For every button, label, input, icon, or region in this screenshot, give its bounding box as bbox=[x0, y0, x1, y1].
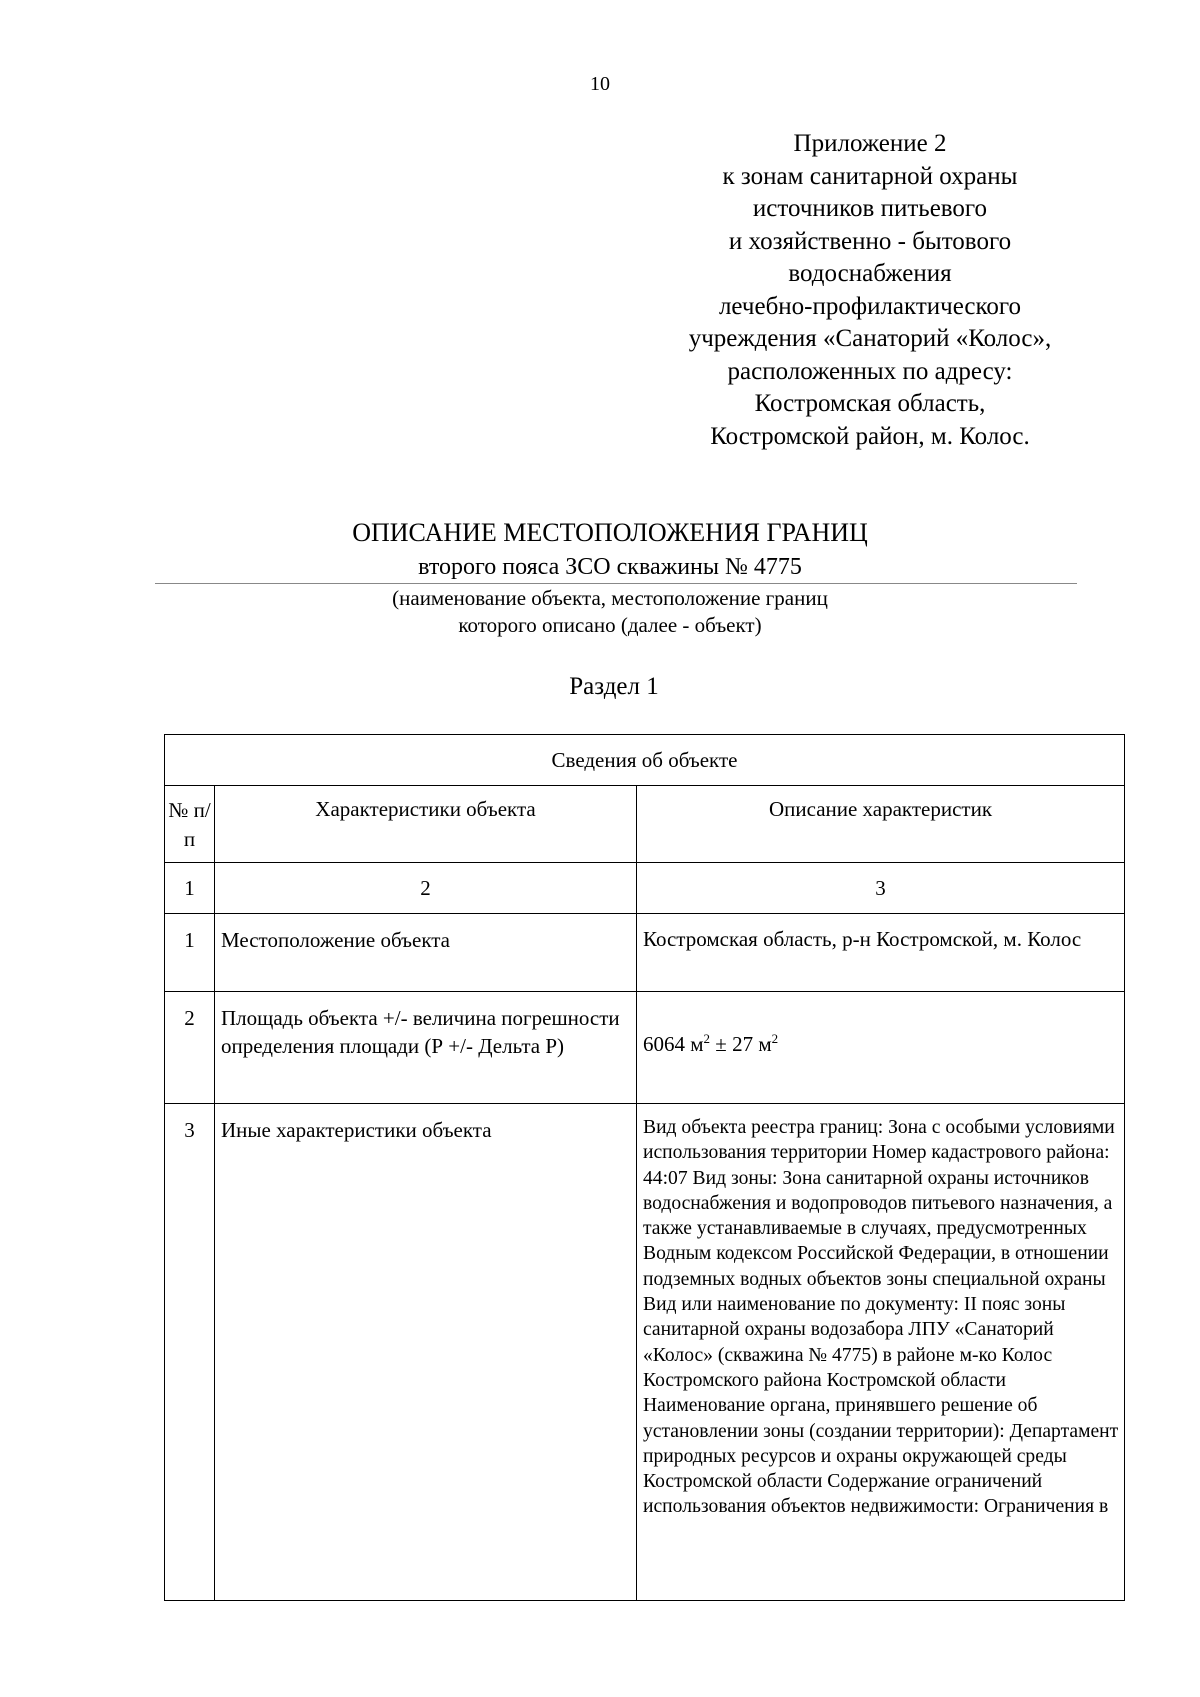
appendix-line: Костромская область, bbox=[754, 390, 986, 417]
area-unit: м bbox=[690, 1032, 704, 1056]
row-number: 2 bbox=[184, 1006, 195, 1030]
caption-line: которого описано (далее - объект) bbox=[458, 613, 762, 637]
appendix-line: Приложение 2 bbox=[793, 130, 947, 157]
page-number: 10 bbox=[590, 73, 610, 95]
area-tolerance: ± 27 bbox=[715, 1032, 754, 1056]
area-number: 6064 bbox=[643, 1032, 685, 1056]
object-info-table bbox=[164, 734, 1125, 1601]
title-underline bbox=[155, 583, 1077, 584]
appendix-line: расположенных по адресу: bbox=[727, 357, 1013, 385]
appendix-line: лечебно-профилактического bbox=[718, 292, 1022, 320]
area-unit: м bbox=[758, 1032, 772, 1056]
index-cell: 1 bbox=[165, 863, 215, 914]
area-unit-exponent: 2 bbox=[703, 1031, 711, 1046]
area-unit-exponent: 2 bbox=[771, 1031, 779, 1046]
table-row bbox=[165, 992, 1125, 1104]
document-subtitle: второго пояса ЗСО скважины № 4775 bbox=[418, 554, 802, 580]
table-caption: Сведения об объекте bbox=[165, 735, 1125, 786]
appendix-block bbox=[620, 128, 1120, 453]
row-description: Костромская область, р-н Костромской, м. Колос bbox=[643, 927, 1082, 951]
index-cell: 2 bbox=[215, 863, 637, 914]
area-value bbox=[637, 992, 1124, 1058]
appendix-line: Костромской район, м. Колос. bbox=[710, 422, 1030, 450]
row-characteristic: Иные характеристики объекта bbox=[221, 1118, 492, 1142]
table-row bbox=[165, 914, 1125, 992]
section-title: Раздел 1 bbox=[569, 673, 659, 700]
header-number: № п/п bbox=[165, 786, 215, 863]
caption-line: (наименование объекта, местоположение границ bbox=[392, 586, 828, 610]
row-characteristic: Местоположение объекта bbox=[221, 928, 451, 952]
index-cell: 3 bbox=[637, 863, 1125, 914]
appendix-line: источников питьевого bbox=[752, 195, 988, 222]
header-description: Описание характеристик bbox=[637, 786, 1125, 863]
document-title: ОПИСАНИЕ МЕСТОПОЛОЖЕНИЯ ГРАНИЦ bbox=[352, 518, 868, 547]
appendix-line: учреждения «Санаторий «Колос», bbox=[688, 325, 1052, 352]
table-header-row bbox=[165, 786, 1125, 863]
appendix-line: к зонам санитарной охраны bbox=[722, 162, 1018, 190]
row-description: Вид объекта реестра границ: Зона с особыми условиями использования территории Номер кадастрового района: 44:07 Вид зоны: Зона санитарной охраны источников водоснабжения и водопроводов питьевого назначения, а также устанавливаемые в случаях, предусмотренных Водным кодексом Российской Федерации, в отношении подземных водных объектов зоны специальной охраны Вид или наименование по документу: II пояс зоны санитарной охраны водозабора ЛПУ «Санаторий «Колос» (скважина № 4775) в районе м-ко Колос Костромского района Костромской области Наименование органа, принявшего решение об установлении зоны (создании территории): Департамент природных ресурсов и охраны окружающей среды Костромской области Содержание ограничений использования объектов недвижимости: Ограничения в bbox=[643, 1117, 1119, 1518]
header-characteristic: Характеристики объекта bbox=[215, 786, 637, 863]
appendix-line: водоснабжения bbox=[788, 260, 952, 287]
table-row bbox=[165, 1104, 1125, 1601]
appendix-line: и хозяйственно - бытового bbox=[728, 227, 1012, 255]
document-caption bbox=[0, 585, 1200, 639]
table-caption-row bbox=[165, 735, 1125, 786]
row-characteristic: Площадь объекта +/- величина погрешности определения площади (Р +/- Дельта Р) bbox=[221, 1006, 620, 1058]
row-number: 1 bbox=[184, 928, 195, 952]
row-number: 3 bbox=[184, 1118, 195, 1142]
table-index-row bbox=[165, 863, 1125, 914]
